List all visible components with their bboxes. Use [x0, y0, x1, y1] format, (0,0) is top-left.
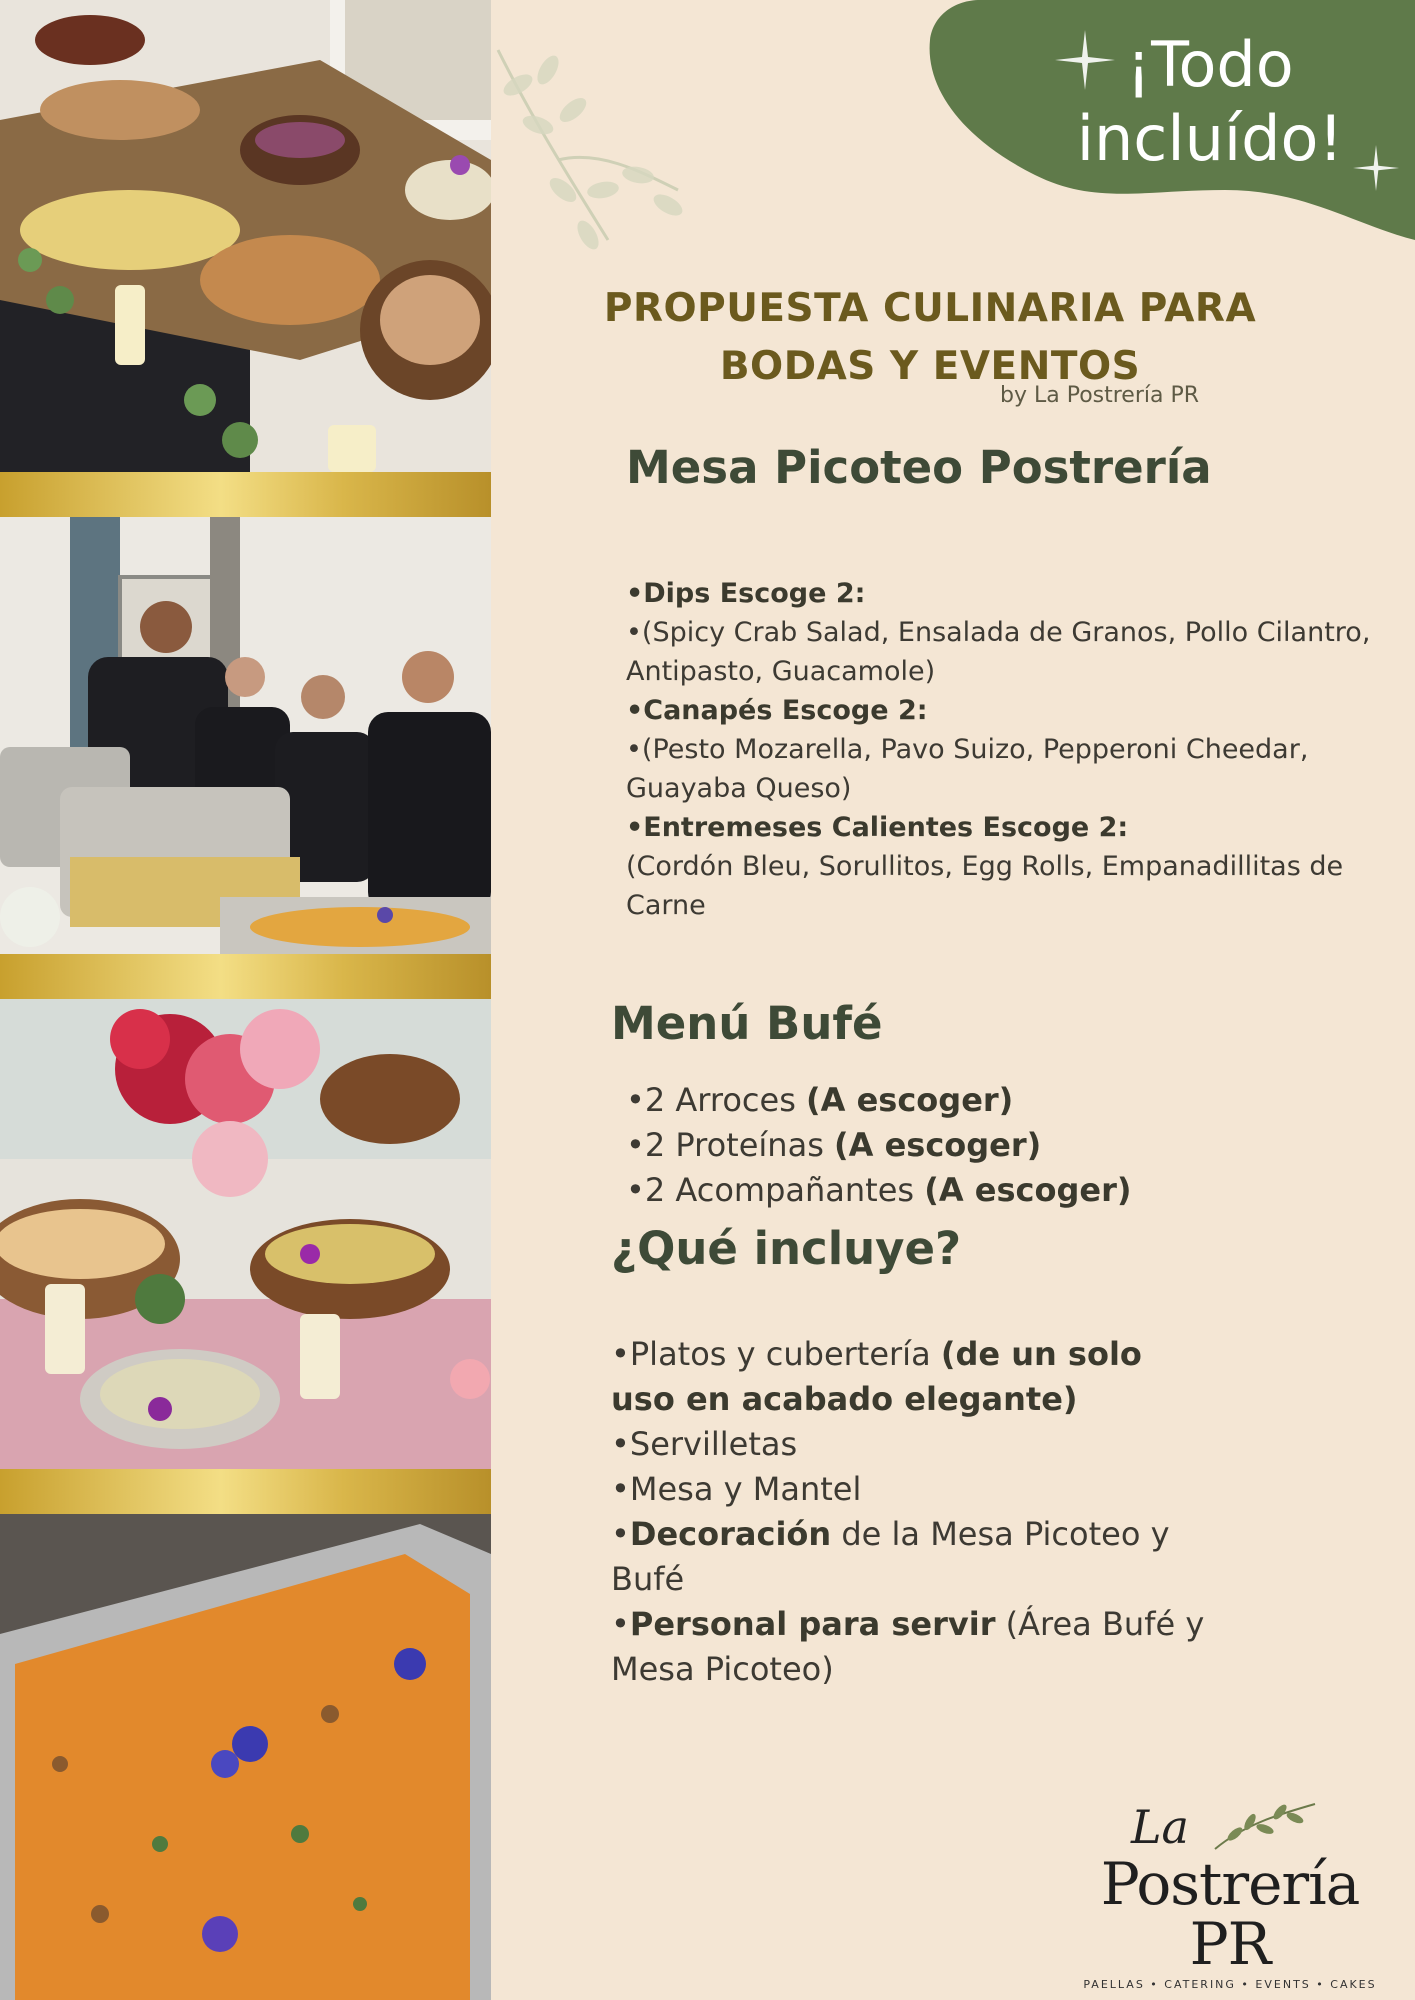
bufe-item: •2 Proteínas (A escoger) — [626, 1126, 1042, 1164]
incluye-list — [611, 1332, 1211, 1692]
todo-incluido-badge — [1040, 28, 1380, 176]
byline: by La Postrería PR — [1000, 383, 1200, 408]
picoteo-heading: Mesa Picoteo Postrería — [626, 441, 1212, 494]
incluye-heading: ¿Qué incluye? — [611, 1222, 962, 1275]
incluye-item-decoracion: •Decoración de la Mesa Picoteo y Bufé — [611, 1515, 1170, 1598]
dips-label: •Dips Escoge 2: — [626, 578, 866, 609]
rice-tray-photo — [0, 1514, 491, 2000]
badge-line-1: ¡Todo — [1126, 28, 1294, 101]
gold-divider — [0, 1469, 491, 1514]
entremeses-items: (Cordón Bleu, Sorullitos, Egg Rolls, Empanadillitas de Carne — [626, 851, 1344, 921]
logo-tagline: PAELLAS • CATERING • EVENTS • CAKES — [1083, 1978, 1377, 1991]
bufe-item: •2 Arroces (A escoger) — [626, 1081, 1014, 1119]
incluye-item-mesa: •Mesa y Mantel — [611, 1470, 862, 1508]
badge-line-2: incluído! — [1076, 102, 1344, 175]
gold-divider — [0, 954, 491, 999]
brand-logo — [1060, 1800, 1400, 1991]
leaves-decoration-icon — [488, 40, 698, 260]
picoteo-list — [626, 574, 1406, 925]
gold-divider — [0, 472, 491, 517]
logo-name: Postrería PR — [1100, 1850, 1360, 1978]
bufe-list — [626, 1078, 1132, 1213]
catering-staff-photo — [0, 517, 491, 954]
page-title — [560, 280, 1300, 396]
entremeses-label: •Entremeses Calientes Escoge 2: — [626, 812, 1129, 843]
bufe-item: •2 Acompañantes (A escoger) — [626, 1171, 1132, 1209]
bufe-heading: Menú Bufé — [611, 997, 883, 1050]
canapes-label: •Canapés Escoge 2: — [626, 695, 928, 726]
canapes-items: •(Pesto Mozarella, Pavo Suizo, Pepperoni Cheedar, Guayaba Queso) — [626, 734, 1309, 804]
dips-items: •(Spicy Crab Salad, Ensalada de Granos, Pollo Cilantro, Antipasto, Guacamole) — [626, 617, 1371, 687]
photo-column — [0, 0, 491, 2000]
title-line-2: BODAS Y EVENTOS — [719, 344, 1141, 389]
floral-buffet-photo — [0, 999, 491, 1469]
charcuterie-table-photo — [0, 0, 491, 472]
incluye-item-servilletas: •Servilletas — [611, 1425, 798, 1463]
olive-branch-icon — [1210, 1794, 1320, 1864]
title-line-1: PROPUESTA CULINARIA PARA — [603, 286, 1257, 331]
logo-la: La — [1131, 1800, 1189, 1854]
incluye-item-platos: •Platos y cubertería (de un solo uso en acabado elegante) — [611, 1335, 1142, 1418]
incluye-item-personal: •Personal para servir (Área Bufé y Mesa Picoteo) — [611, 1605, 1205, 1688]
